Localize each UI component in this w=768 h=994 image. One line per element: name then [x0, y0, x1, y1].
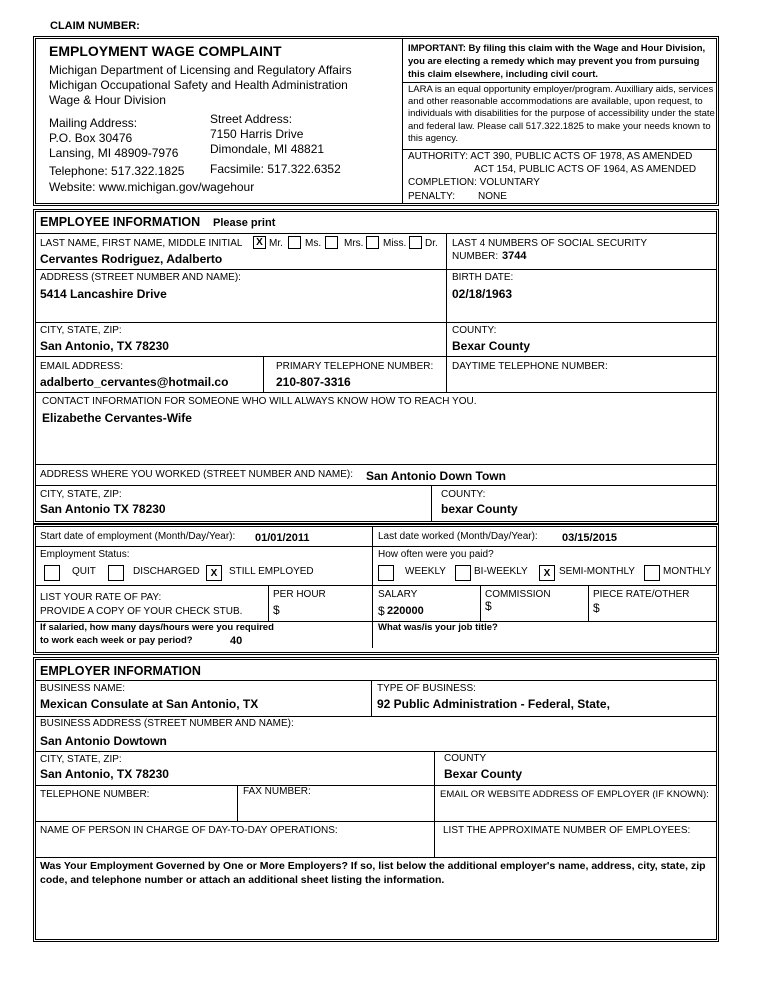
paid-semimonthly-checkbox[interactable]: X: [539, 565, 555, 581]
employee-section-title: EMPLOYEE INFORMATION: [40, 215, 201, 229]
title-ms-checkbox[interactable]: [288, 236, 301, 249]
salary-label: SALARY: [378, 589, 418, 600]
dept-line-1: Michigan Department of Licensing and Regulatory Affairs: [49, 63, 352, 77]
dept-line-2: Michigan Occupational Safety and Health Administration: [49, 78, 348, 92]
title-dr-label: Dr.: [425, 238, 438, 249]
business-address-value[interactable]: San Antonio Dowtown: [40, 734, 167, 748]
birth-date-label: BIRTH DATE:: [452, 272, 514, 283]
name-label: LAST NAME, FIRST NAME, MIDDLE INITIAL: [40, 238, 243, 249]
title-miss-label: Miss.: [383, 238, 407, 249]
title-miss-checkbox[interactable]: [366, 236, 379, 249]
ssn-label-2: NUMBER:: [452, 251, 499, 262]
facsimile: Facsimile: 517.322.6352: [210, 162, 341, 176]
business-type-value[interactable]: 92 Public Administration - Federal, State,: [377, 697, 610, 711]
email-value[interactable]: adalberto_cervantes@hotmail.co: [40, 375, 229, 389]
job-title-question: What was/is your job title?: [378, 622, 498, 633]
contact-label: CONTACT INFORMATION FOR SOMEONE WHO WILL ALWAYS KNOW HOW TO REACH YOU.: [42, 396, 477, 407]
commission-sign[interactable]: $: [485, 599, 492, 613]
primary-phone-value[interactable]: 210-807-3316: [276, 375, 351, 389]
street-line-2: Dimondale, MI 48821: [210, 142, 325, 156]
business-address-label: BUSINESS ADDRESS (STREET NUMBER AND NAME):: [40, 718, 294, 729]
ssn-label-1: LAST 4 NUMBERS OF SOCIAL SECURITY: [452, 238, 648, 249]
authority-2: ACT 154, PUBLIC ACTS OF 1964, AS AMENDED: [474, 164, 697, 175]
employer-city-value[interactable]: San Antonio, TX 78230: [40, 767, 169, 781]
paid-semimonthly-label: SEMI-MONTHLY: [559, 566, 635, 577]
paid-monthly-checkbox[interactable]: [644, 565, 660, 581]
title-ms-label: Ms.: [305, 238, 322, 249]
start-date-value[interactable]: 01/01/2011: [255, 532, 310, 544]
contact-value[interactable]: Elizabethe Cervantes-Wife: [42, 411, 192, 425]
paid-monthly-label: MONTHLY: [663, 566, 712, 577]
employee-count-label: LIST THE APPROXIMATE NUMBER OF EMPLOYEES:: [443, 825, 691, 836]
multiple-employers-question: Was Your Employment Governed by One or More Employers? If so, list below the additional employer's name, address, city, state, zip code, and telephone number or attach an additional sheet listing the information.: [40, 860, 706, 886]
county-value[interactable]: Bexar County: [452, 339, 531, 353]
rate-label-2: PROVIDE A COPY OF YOUR CHECK STUB.: [40, 606, 243, 617]
title-dr-checkbox[interactable]: [409, 236, 422, 249]
status-discharged-checkbox[interactable]: [108, 565, 124, 581]
per-hour-sign[interactable]: $: [273, 603, 280, 617]
employment-status-label: Employment Status:: [40, 549, 130, 560]
hours-question-1: If salaried, how many days/hours were you required: [40, 622, 274, 633]
completion: COMPLETION: VOLUNTARY: [408, 177, 540, 188]
status-quit-checkbox[interactable]: [44, 565, 60, 581]
work-city-label: CITY, STATE, ZIP:: [40, 489, 122, 500]
street-line-1: 7150 Harris Drive: [210, 127, 304, 141]
status-still-employed-label: STILL EMPLOYED: [229, 566, 314, 577]
daytime-phone-label: DAYTIME TELEPHONE NUMBER:: [452, 361, 608, 372]
street-label: Street Address:: [210, 112, 293, 126]
county-label: COUNTY:: [452, 325, 497, 336]
mailing-line-2: Lansing, MI 48909-7976: [49, 146, 179, 160]
status-still-employed-checkbox[interactable]: X: [206, 565, 222, 581]
header-divider: [402, 39, 403, 204]
commission-label: COMMISSION: [485, 589, 551, 600]
paid-biweekly-label: BI-WEEKLY: [474, 566, 528, 577]
important-divider: [403, 82, 716, 83]
business-name-label: BUSINESS NAME:: [40, 683, 126, 694]
salary-value[interactable]: 220000: [387, 605, 424, 617]
mailing-label: Mailing Address:: [49, 116, 138, 130]
employer-county-label: COUNTY: [444, 753, 487, 764]
important-notice: IMPORTANT: By filing this claim with the Wage and Hour Division, you are electing a remedy which may prevent you from pursuing this claim elsewhere, including civil court.: [408, 43, 706, 80]
employer-email-label: EMAIL OR WEBSITE ADDRESS OF EMPLOYER (IF KNOWN):: [440, 789, 709, 800]
hours-question-2: to work each week or pay period?: [40, 635, 193, 646]
website: Website: www.michigan.gov/wagehour: [49, 180, 255, 194]
last-date-value[interactable]: 03/15/2015: [562, 532, 618, 544]
worked-address-label: ADDRESS WHERE YOU WORKED (STREET NUMBER AND NAME):: [40, 469, 353, 480]
address-value[interactable]: 5414 Lancashire Drive: [40, 287, 167, 301]
title-mr-label: Mr.: [269, 238, 283, 249]
email-label: EMAIL ADDRESS:: [40, 361, 123, 372]
employer-phone-label: TELEPHONE NUMBER:: [40, 789, 150, 800]
status-discharged-label: DISCHARGED: [133, 566, 200, 577]
penalty-label: PENALTY:: [408, 191, 456, 202]
form-title: EMPLOYMENT WAGE COMPLAINT: [49, 43, 282, 59]
address-label: ADDRESS (STREET NUMBER AND NAME):: [40, 272, 241, 283]
claim-number-label: CLAIM NUMBER:: [50, 20, 140, 32]
person-in-charge-label: NAME OF PERSON IN CHARGE OF DAY-TO-DAY OPERATIONS:: [40, 825, 338, 836]
please-print: Please print: [213, 217, 276, 229]
mailing-line-1: P.O. Box 30476: [49, 131, 133, 145]
piece-rate-sign[interactable]: $: [593, 601, 600, 615]
paid-weekly-label: WEEKLY: [405, 566, 446, 577]
title-mrs-checkbox[interactable]: [325, 236, 338, 249]
work-city-value[interactable]: San Antonio TX 78230: [40, 502, 166, 516]
birth-date-value[interactable]: 02/18/1963: [452, 287, 513, 301]
per-hour-label: PER HOUR: [273, 589, 326, 600]
employer-fax-label: FAX NUMBER:: [243, 786, 311, 797]
employer-county-value[interactable]: Bexar County: [444, 767, 523, 781]
start-date-label: Start date of employment (Month/Day/Year):: [40, 531, 236, 542]
ssn-value[interactable]: 3744: [502, 250, 527, 262]
business-type-label: TYPE OF BUSINESS:: [377, 683, 476, 694]
primary-phone-label: PRIMARY TELEPHONE NUMBER:: [276, 361, 434, 372]
city-label: CITY, STATE, ZIP:: [40, 325, 122, 336]
employee-name-value[interactable]: Cervantes Rodriguez, Adalberto: [40, 252, 223, 266]
penalty-value: NONE: [478, 191, 507, 202]
work-county-label: COUNTY:: [441, 489, 486, 500]
work-county-value[interactable]: bexar County: [441, 502, 518, 516]
salary-sign: $: [378, 604, 385, 618]
paid-frequency-label: How often were you paid?: [378, 549, 494, 560]
status-quit-label: QUIT: [72, 566, 96, 577]
rate-label-1: LIST YOUR RATE OF PAY:: [40, 592, 162, 603]
employer-section-title: EMPLOYER INFORMATION: [40, 664, 201, 678]
lara-notice: LARA is an equal opportunity employer/program. Auxilliary aids, services and other reasonable accommodations are available, upon request, to individuals with disabilities for the purpose of accessibility under the state and federal law. Please call 517.322.1825 to make your needs known to this agency.: [408, 84, 715, 144]
hours-value[interactable]: 40: [230, 635, 243, 647]
last-date-label: Last date worked (Month/Day/Year):: [378, 531, 538, 542]
business-name-value[interactable]: Mexican Consulate at San Antonio, TX: [40, 697, 259, 711]
employer-city-label: CITY, STATE, ZIP:: [40, 754, 122, 765]
city-value[interactable]: San Antonio, TX 78230: [40, 339, 169, 353]
paid-biweekly-checkbox[interactable]: [455, 565, 471, 581]
dept-line-3: Wage & Hour Division: [49, 93, 166, 107]
worked-address-value[interactable]: San Antonio Down Town: [366, 469, 506, 483]
paid-weekly-checkbox[interactable]: [378, 565, 394, 581]
telephone: Telephone: 517.322.1825: [49, 164, 185, 178]
authority-1: AUTHORITY: ACT 390, PUBLIC ACTS OF 1978, AS AMENDED: [408, 151, 693, 162]
authority-divider: [403, 149, 716, 150]
title-mrs-label: Mrs.: [344, 238, 364, 249]
title-mr-checkbox[interactable]: X: [253, 236, 266, 249]
piece-rate-label: PIECE RATE/OTHER: [593, 589, 690, 600]
